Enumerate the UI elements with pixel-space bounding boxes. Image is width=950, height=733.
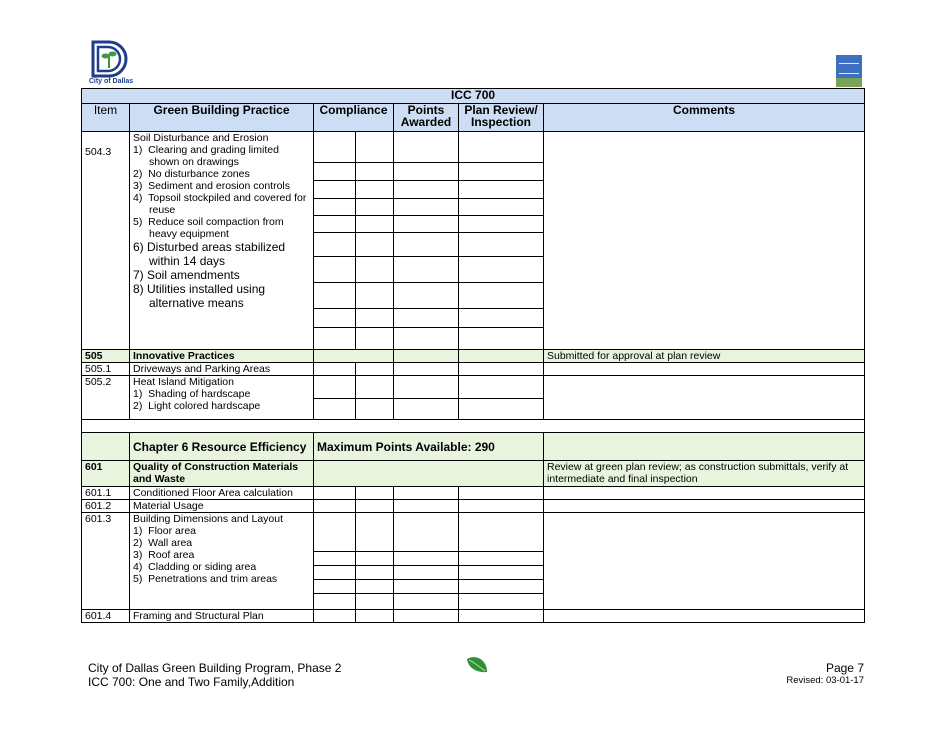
list-item: 3) Roof area — [133, 549, 195, 561]
compliance-yes-cell[interactable] — [314, 376, 356, 420]
col-plan-review: Plan Review/ Inspection — [459, 104, 544, 132]
city-logo-caption: City of Dallas — [88, 78, 134, 85]
item-number: 601.2 — [82, 500, 130, 513]
points-cell[interactable] — [394, 487, 459, 500]
plan-review-cell[interactable] — [459, 350, 544, 363]
practice-title: Material Usage — [130, 500, 314, 513]
compliance-yes-cell[interactable] — [314, 513, 356, 610]
compliance-no-cell[interactable] — [356, 500, 394, 513]
table-row — [82, 350, 865, 363]
compliance-no-cell[interactable] — [356, 610, 394, 623]
plan-review-cell[interactable] — [459, 363, 544, 376]
table-row — [82, 513, 865, 610]
item-number: 505 — [82, 350, 130, 363]
table-title: ICC 700 — [82, 89, 865, 104]
item-number: 601.4 — [82, 610, 130, 623]
logo-lines — [839, 63, 859, 74]
points-cell[interactable] — [394, 376, 459, 420]
practice-cell — [130, 132, 314, 350]
comment-text: Review at green plan review; as construction submittals, verify at intermediate and final inspection — [544, 461, 865, 487]
points-cell[interactable] — [394, 363, 459, 376]
item-number: 504.3 — [82, 132, 130, 350]
practice-cell — [130, 513, 314, 610]
plan-review-cell[interactable] — [459, 500, 544, 513]
spacer-cell — [82, 420, 865, 433]
footer-line2: ICC 700: One and Two Family,Addition — [88, 675, 295, 689]
logo-green-band — [836, 78, 862, 87]
col-compliance: Compliance — [314, 104, 394, 132]
comments-cell — [544, 433, 865, 461]
compliance-no-cell[interactable] — [356, 487, 394, 500]
comments-cell[interactable] — [544, 376, 865, 420]
compliance-yes-cell[interactable] — [314, 132, 356, 350]
compliance-no-cell[interactable] — [356, 513, 394, 610]
comments-cell[interactable] — [544, 500, 865, 513]
comment-text: Submitted for approval at plan review — [544, 350, 865, 363]
plan-review-cell[interactable] — [459, 376, 544, 420]
item-number: 505.1 — [82, 363, 130, 376]
table-row — [82, 487, 865, 500]
comments-cell[interactable] — [544, 132, 865, 350]
comments-cell[interactable] — [544, 513, 865, 610]
table-row — [82, 610, 865, 623]
list-item: 3) Sediment and erosion controls — [133, 180, 291, 192]
column-header-row — [82, 104, 865, 132]
plan-review-cell[interactable] — [459, 513, 544, 610]
list-item: 5) Penetrations and trim areas — [133, 573, 278, 585]
list-item: 7) Soil amendments — [133, 268, 240, 282]
compliance-no-cell[interactable] — [356, 363, 394, 376]
points-cell[interactable] — [394, 500, 459, 513]
leaf-icon — [465, 655, 489, 680]
comments-cell[interactable] — [544, 487, 865, 500]
page-number: Page 7 — [825, 661, 864, 675]
list-item: 5) Reduce soil compaction from heavy equipment — [133, 216, 284, 240]
list-item: 2) Wall area — [133, 537, 193, 549]
points-cell[interactable] — [394, 132, 459, 350]
table-row — [82, 500, 865, 513]
points-cell[interactable] — [394, 513, 459, 610]
practice-subitems — [133, 388, 310, 412]
practice-title: Conditioned Floor Area calculation — [130, 487, 314, 500]
plan-review-cell[interactable] — [459, 610, 544, 623]
list-item: 4) Cladding or siding area — [133, 561, 257, 573]
plan-review-cell[interactable] — [459, 487, 544, 500]
compliance-cell[interactable] — [314, 350, 394, 363]
practice-title: Heat Island Mitigation — [133, 376, 234, 388]
comments-cell[interactable] — [544, 363, 865, 376]
practice-subitems — [133, 525, 310, 585]
list-item: 1) Shading of hardscape — [133, 388, 251, 400]
practice-title: Quality of Construction Materials and Waste — [130, 461, 314, 487]
item-number: 601.3 — [82, 513, 130, 610]
compliance-yes-cell[interactable] — [314, 487, 356, 500]
list-item: 4) Topsoil stockpiled and covered for reuse — [133, 192, 307, 216]
practice-subitems-large — [133, 240, 310, 310]
item-number: 601.1 — [82, 487, 130, 500]
max-points: Maximum Points Available: 290 — [314, 433, 544, 461]
dallas-d-icon — [87, 40, 135, 78]
list-item: 1) Floor area — [133, 525, 197, 537]
list-item: 1) Clearing and grading limited shown on drawings — [133, 144, 279, 168]
compliance-yes-cell[interactable] — [314, 500, 356, 513]
compliance-no-cell[interactable] — [356, 132, 394, 350]
col-comments: Comments — [544, 104, 865, 132]
practice-title: Building Dimensions and Layout — [133, 513, 284, 525]
compliance-no-cell[interactable] — [356, 376, 394, 420]
list-item: 2) No disturbance zones — [133, 168, 250, 180]
city-of-dallas-logo — [87, 40, 135, 88]
table-row — [82, 363, 865, 376]
table-row — [82, 376, 865, 420]
item-number: 505.2 — [82, 376, 130, 420]
compliance-yes-cell[interactable] — [314, 363, 356, 376]
green-building-logo-icon — [836, 55, 862, 87]
practice-title: Soil Disturbance and Erosion — [133, 132, 269, 144]
item-number: 601 — [82, 461, 130, 487]
chapter-row — [82, 433, 865, 461]
practice-title: Innovative Practices — [130, 350, 314, 363]
spacer-row — [82, 420, 865, 433]
practice-subitems — [133, 144, 310, 240]
chapter-item-cell — [82, 433, 130, 461]
plan-review-cell[interactable] — [459, 132, 544, 350]
table-row — [82, 461, 865, 487]
practice-title: Driveways and Parking Areas — [130, 363, 314, 376]
col-item: Item — [82, 104, 130, 132]
table-title-row — [82, 89, 865, 104]
list-item: 8) Utilities installed using alternative means — [133, 282, 266, 310]
footer-page-info — [786, 661, 864, 687]
footer-line1: City of Dallas Green Building Program, Phase 2 — [88, 661, 342, 675]
list-item: 2) Light colored hardscape — [133, 400, 261, 412]
revised-date: Revised: 03-01-17 — [786, 675, 864, 686]
comments-cell[interactable] — [544, 610, 865, 623]
points-cell[interactable] — [394, 350, 459, 363]
col-points: Points Awarded — [394, 104, 459, 132]
practice-cell — [130, 376, 314, 420]
col-practice: Green Building Practice — [130, 104, 314, 132]
points-cell[interactable] — [314, 461, 544, 487]
chapter-title: Chapter 6 Resource Efficiency — [130, 433, 314, 461]
icc700-checklist-table — [81, 88, 865, 623]
footer-program-info — [88, 661, 341, 689]
practice-title: Framing and Structural Plan — [130, 610, 314, 623]
table-row — [82, 132, 865, 350]
compliance-yes-cell[interactable] — [314, 610, 356, 623]
list-item: 6) Disturbed areas stabilized within 14 days — [133, 240, 286, 268]
points-cell[interactable] — [394, 610, 459, 623]
